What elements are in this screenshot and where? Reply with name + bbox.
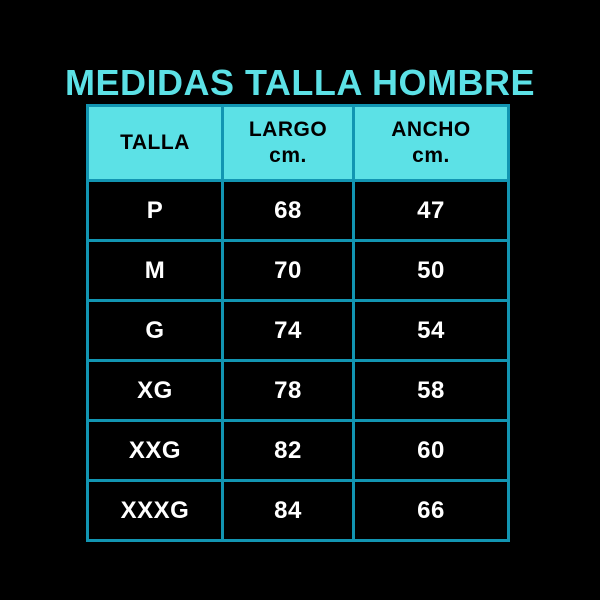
table-row-cell-largo [224,302,352,359]
table-row-cell-ancho [355,362,507,419]
largo-value: 84 [274,496,302,524]
table-row-cell-talla [89,302,221,359]
table-row-cell-ancho [355,422,507,479]
ancho-value: 60 [417,436,445,464]
size-chart-table [86,104,510,542]
largo-value: 68 [274,196,302,224]
size-label: M [144,256,166,284]
header-cell-ancho [355,107,507,179]
table-row-cell-talla [89,482,221,539]
table-row-cell-ancho [355,242,507,299]
largo-value: 70 [274,256,302,284]
size-label: P [146,196,164,224]
table-row-cell-talla [89,422,221,479]
header-talla-label: TALLA [120,130,190,154]
header-cell-largo [224,107,352,179]
ancho-value: 66 [417,496,445,524]
table-row-cell-talla [89,182,221,239]
largo-value: 82 [274,436,302,464]
table-row-cell-ancho [355,182,507,239]
header-ancho-label: ANCHO [391,117,471,141]
header-ancho-unit: cm. [412,144,450,167]
largo-value: 74 [274,316,302,344]
size-label: XG [137,376,173,404]
largo-value: 78 [274,376,302,404]
ancho-value: 54 [417,316,445,344]
page-title: MEDIDAS TALLA HOMBRE [65,62,535,103]
size-label: XXG [128,436,182,464]
table-row-cell-talla [89,242,221,299]
table-row-cell-largo [224,482,352,539]
header-cell-talla [89,107,221,179]
table-row-cell-largo [224,362,352,419]
ancho-value: 58 [417,376,445,404]
ancho-value: 47 [417,196,445,224]
size-label: G [145,316,165,344]
ancho-value: 50 [417,256,445,284]
table-row-cell-largo [224,182,352,239]
size-label: XXXG [120,496,190,524]
header-largo-label: LARGO [248,117,328,141]
table-row-cell-ancho [355,302,507,359]
table-row-cell-largo [224,422,352,479]
table-row-cell-talla [89,362,221,419]
table-row-cell-largo [224,242,352,299]
table-row-cell-ancho [355,482,507,539]
header-largo-unit: cm. [269,144,307,167]
